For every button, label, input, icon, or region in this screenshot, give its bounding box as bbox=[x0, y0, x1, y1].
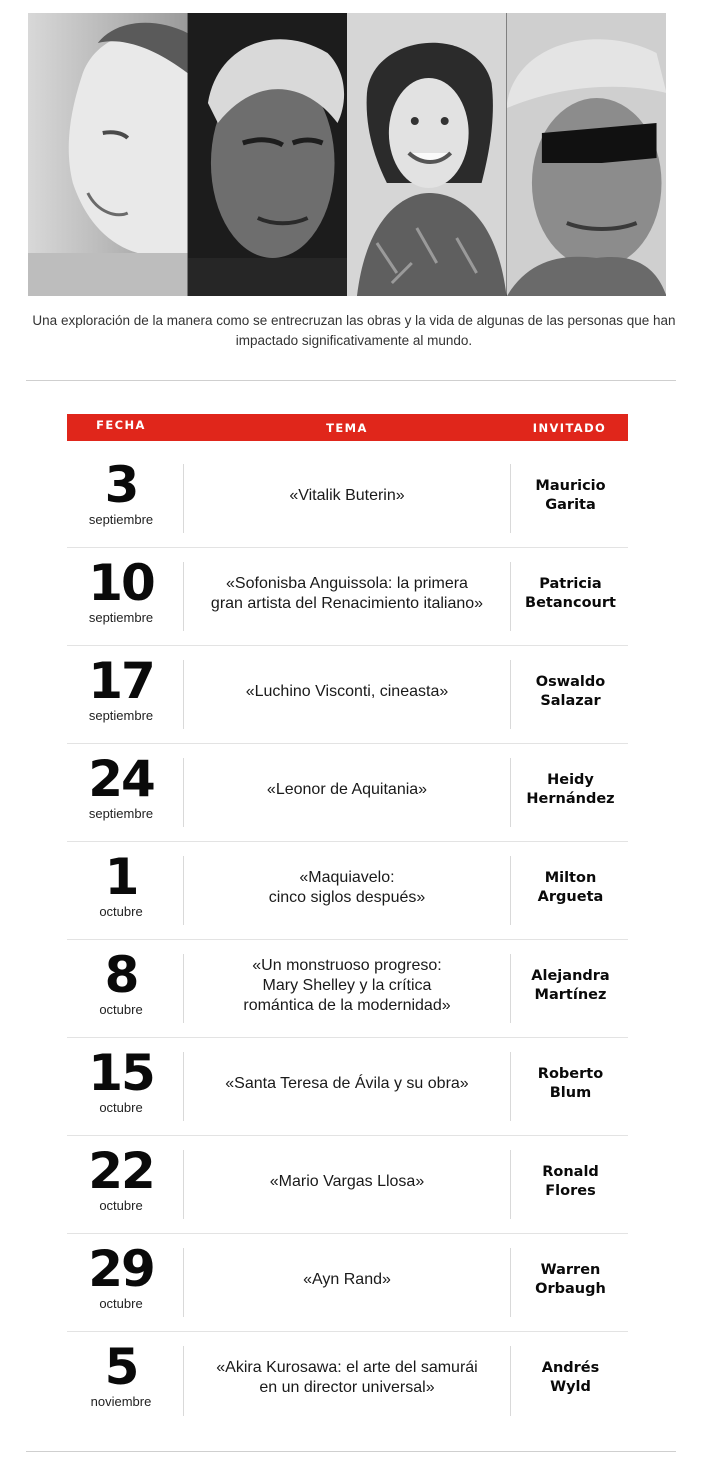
guest-cell: Oswaldo Salazar bbox=[535, 673, 606, 709]
date-cell bbox=[67, 948, 175, 1018]
table-row bbox=[67, 548, 628, 646]
date-day: 17 bbox=[88, 652, 154, 710]
topic-cell: «Un monstruoso progreso: Mary Shelley y la crítica romántica de la modernidad» bbox=[243, 956, 451, 1014]
section-divider-top bbox=[26, 380, 676, 381]
topic-cell: «Maquiavelo: cinco siglos después» bbox=[268, 868, 426, 906]
date-month: octubre bbox=[99, 904, 143, 919]
guest-cell: Warren Orbaugh bbox=[535, 1261, 606, 1297]
portrait-smiling-woman bbox=[347, 13, 507, 296]
header-invitado: INVITADO bbox=[532, 421, 607, 435]
date-month: septiembre bbox=[88, 512, 154, 527]
topic-cell: «Vitalik Buterin» bbox=[289, 486, 405, 504]
date-day: 5 bbox=[104, 1338, 138, 1396]
topic-cell: «Luchino Visconti, cineasta» bbox=[245, 682, 449, 700]
column-divider bbox=[183, 562, 184, 631]
date-month: octubre bbox=[99, 1198, 143, 1213]
topic-cell: «Sofonisba Anguissola: la primera gran artista del Renacimiento italiano» bbox=[210, 574, 484, 612]
table-row bbox=[67, 1332, 628, 1430]
column-divider bbox=[510, 1052, 511, 1121]
date-cell bbox=[67, 458, 175, 528]
column-divider bbox=[183, 464, 184, 533]
table-row bbox=[67, 744, 628, 842]
guest-cell: Roberto Blum bbox=[537, 1065, 604, 1101]
column-divider bbox=[510, 1150, 511, 1219]
column-divider bbox=[183, 954, 184, 1023]
portrait-profile-man bbox=[28, 13, 188, 296]
guest-cell: Heidy Hernández bbox=[526, 771, 615, 807]
guest-cell: Alejandra Martínez bbox=[531, 967, 610, 1003]
header-fecha: FECHA bbox=[96, 418, 146, 432]
date-month: septiembre bbox=[88, 806, 154, 821]
date-cell bbox=[67, 556, 175, 626]
section-divider-bottom bbox=[26, 1451, 676, 1452]
topic-cell: «Mario Vargas Llosa» bbox=[269, 1172, 425, 1190]
date-month: septiembre bbox=[88, 610, 154, 625]
column-divider bbox=[510, 1248, 511, 1317]
guest-cell: Patricia Betancourt bbox=[525, 575, 616, 611]
date-cell bbox=[67, 850, 175, 920]
guest-cell: Milton Argueta bbox=[537, 869, 604, 905]
guest-cell: Mauricio Garita bbox=[535, 477, 606, 513]
table-row bbox=[67, 1136, 628, 1234]
column-divider bbox=[510, 464, 511, 533]
date-cell bbox=[67, 1242, 175, 1312]
date-month: noviembre bbox=[90, 1394, 152, 1409]
date-month: octubre bbox=[99, 1296, 143, 1311]
date-cell bbox=[67, 654, 175, 724]
portrait-man-with-cap-and-sunglasses bbox=[507, 13, 667, 296]
table-row bbox=[67, 450, 628, 548]
column-divider bbox=[183, 1346, 184, 1416]
date-month: octubre bbox=[99, 1100, 143, 1115]
table-row bbox=[67, 646, 628, 744]
topic-cell: «Akira Kurosawa: el arte del samurái en un director universal» bbox=[216, 1359, 478, 1396]
table-row bbox=[67, 842, 628, 940]
column-divider bbox=[183, 1248, 184, 1317]
column-divider bbox=[183, 856, 184, 925]
schedule-table-header bbox=[67, 414, 628, 441]
column-divider bbox=[183, 758, 184, 827]
date-day: 8 bbox=[104, 946, 138, 1004]
date-day: 22 bbox=[88, 1142, 154, 1200]
column-divider bbox=[183, 1052, 184, 1121]
header-tema: TEMA bbox=[326, 421, 368, 435]
date-day: 29 bbox=[88, 1240, 154, 1298]
column-divider bbox=[183, 1150, 184, 1219]
date-cell bbox=[67, 1340, 175, 1410]
schedule-table-body bbox=[67, 450, 628, 1430]
topic-cell: «Ayn Rand» bbox=[303, 1270, 391, 1288]
guest-cell: Ronald Flores bbox=[542, 1163, 599, 1199]
date-month: septiembre bbox=[88, 708, 154, 723]
date-day: 10 bbox=[88, 554, 154, 612]
date-day: 3 bbox=[104, 456, 138, 514]
column-divider bbox=[510, 856, 511, 925]
date-day: 15 bbox=[88, 1044, 154, 1102]
date-cell bbox=[67, 752, 175, 822]
table-row bbox=[67, 940, 628, 1038]
topic-cell: «Santa Teresa de Ávila y su obra» bbox=[225, 1074, 469, 1092]
column-divider bbox=[510, 660, 511, 729]
column-divider bbox=[510, 1346, 511, 1416]
column-divider bbox=[510, 758, 511, 827]
date-cell bbox=[67, 1144, 175, 1214]
hero-image-strip bbox=[28, 13, 666, 296]
date-month: octubre bbox=[99, 1002, 143, 1017]
column-divider bbox=[183, 660, 184, 729]
column-divider bbox=[510, 954, 511, 1023]
table-row bbox=[67, 1038, 628, 1136]
table-row bbox=[67, 1234, 628, 1332]
date-day: 1 bbox=[104, 848, 138, 906]
guest-cell: Andrés Wyld bbox=[541, 1360, 600, 1395]
portrait-grey-haired-man bbox=[188, 13, 348, 296]
column-divider bbox=[510, 562, 511, 631]
date-cell bbox=[67, 1046, 175, 1116]
topic-cell: «Leonor de Aquitania» bbox=[266, 780, 428, 798]
date-day: 24 bbox=[88, 750, 154, 808]
intro-caption: Una exploración de la manera como se entrecruzan las obras y la vida de algunas de las personas que han impactado significativamente al mundo. bbox=[32, 313, 676, 348]
